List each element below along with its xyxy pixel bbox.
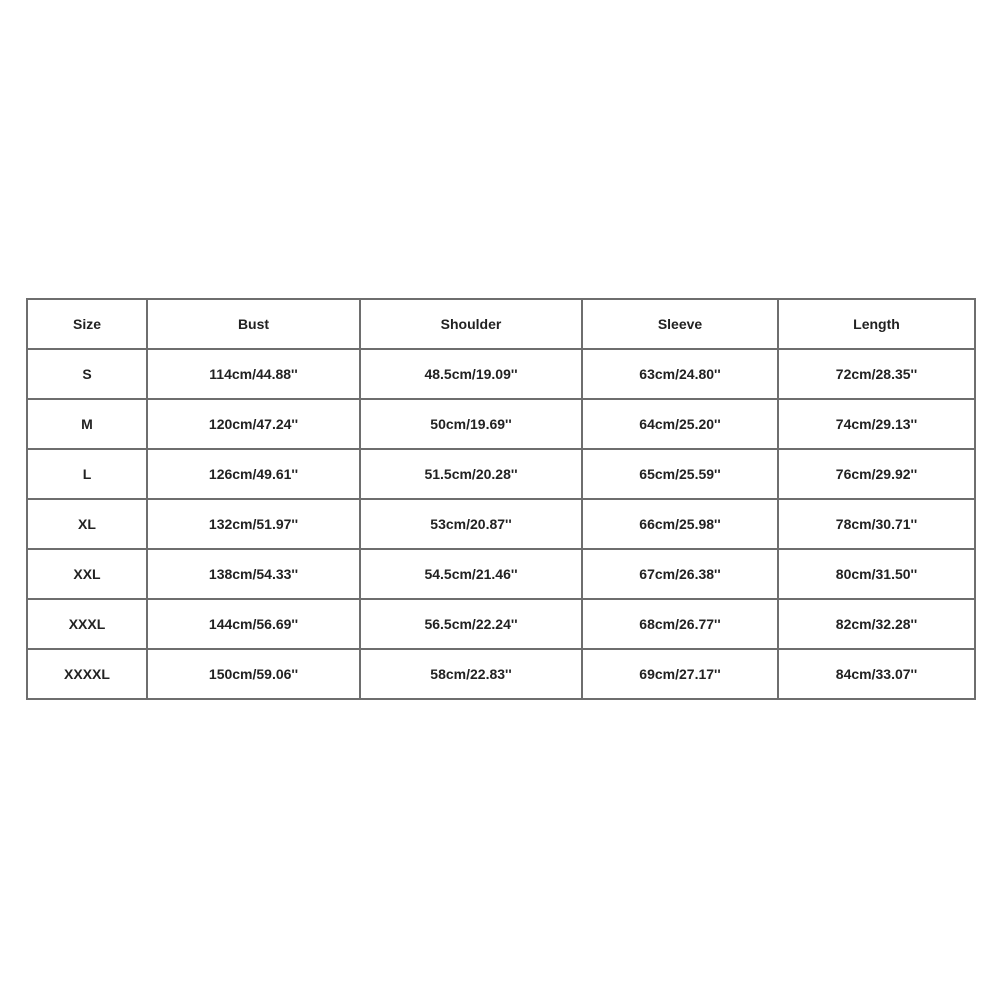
cell-sleeve: 63cm/24.80''	[582, 349, 778, 399]
header-bust: Bust	[147, 299, 360, 349]
cell-sleeve: 67cm/26.38''	[582, 549, 778, 599]
cell-length: 82cm/32.28''	[778, 599, 975, 649]
table-row	[27, 549, 975, 599]
cell-length: 78cm/30.71''	[778, 499, 975, 549]
cell-shoulder: 51.5cm/20.28''	[360, 449, 582, 499]
cell-shoulder: 48.5cm/19.09''	[360, 349, 582, 399]
table-row	[27, 499, 975, 549]
cell-shoulder: 56.5cm/22.24''	[360, 599, 582, 649]
cell-shoulder: 53cm/20.87''	[360, 499, 582, 549]
cell-length: 84cm/33.07''	[778, 649, 975, 699]
header-size: Size	[27, 299, 147, 349]
cell-size: XL	[27, 499, 147, 549]
cell-size: M	[27, 399, 147, 449]
cell-length: 80cm/31.50''	[778, 549, 975, 599]
table-row	[27, 449, 975, 499]
cell-size: S	[27, 349, 147, 399]
cell-sleeve: 66cm/25.98''	[582, 499, 778, 549]
cell-size: XXXL	[27, 599, 147, 649]
cell-size: L	[27, 449, 147, 499]
table-row	[27, 349, 975, 399]
cell-sleeve: 65cm/25.59''	[582, 449, 778, 499]
cell-shoulder: 54.5cm/21.46''	[360, 549, 582, 599]
cell-sleeve: 64cm/25.20''	[582, 399, 778, 449]
header-sleeve: Sleeve	[582, 299, 778, 349]
cell-size: XXL	[27, 549, 147, 599]
table-row	[27, 649, 975, 699]
cell-bust: 150cm/59.06''	[147, 649, 360, 699]
cell-bust: 126cm/49.61''	[147, 449, 360, 499]
cell-bust: 120cm/47.24''	[147, 399, 360, 449]
cell-length: 76cm/29.92''	[778, 449, 975, 499]
table-row	[27, 399, 975, 449]
header-row	[27, 299, 975, 349]
table-row	[27, 599, 975, 649]
size-chart-table	[26, 298, 976, 700]
cell-size: XXXXL	[27, 649, 147, 699]
cell-sleeve: 69cm/27.17''	[582, 649, 778, 699]
cell-sleeve: 68cm/26.77''	[582, 599, 778, 649]
header-length: Length	[778, 299, 975, 349]
cell-bust: 138cm/54.33''	[147, 549, 360, 599]
cell-bust: 114cm/44.88''	[147, 349, 360, 399]
cell-shoulder: 50cm/19.69''	[360, 399, 582, 449]
cell-shoulder: 58cm/22.83''	[360, 649, 582, 699]
cell-length: 74cm/29.13''	[778, 399, 975, 449]
header-shoulder: Shoulder	[360, 299, 582, 349]
cell-length: 72cm/28.35''	[778, 349, 975, 399]
cell-bust: 144cm/56.69''	[147, 599, 360, 649]
cell-bust: 132cm/51.97''	[147, 499, 360, 549]
